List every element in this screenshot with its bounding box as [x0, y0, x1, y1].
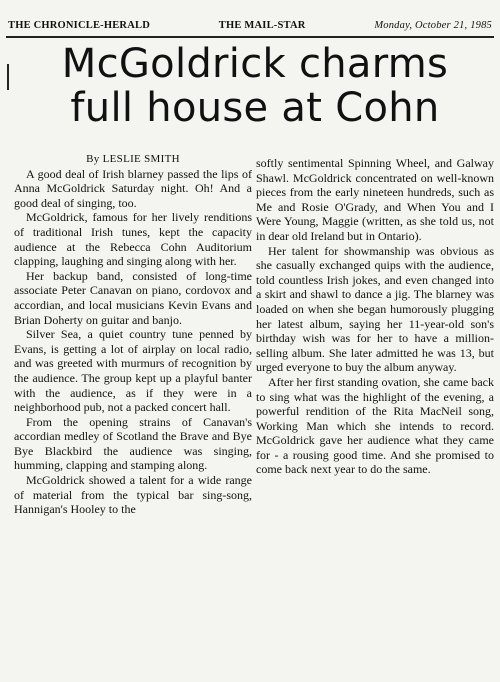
headline-line-1: McGoldrick charms: [61, 41, 449, 87]
byline: By LESLIE SMITH: [86, 153, 180, 165]
paragraph: Silver Sea, a quiet country tune penned by Evans, is getting a lot of airplay on local radio, and was greeted with murmurs of recognition by the audience. The group kept up a playful banter with the audience, as if they were in a neighborhood pub, not a packed concert hall.: [14, 327, 252, 415]
headline: [20, 42, 490, 130]
paragraph: McGoldrick showed a talent for a wide range of material from the typical bar sing-song, Hannigan's Hooley to the: [14, 473, 252, 517]
paragraph: Her talent for showmanship was obvious as she casually exchanged quips with the audience, told countless Irish jokes, and even changed into a skirt and shawl to dance a jig. The blarney was loaded on when she began humorously plugging her latest album, saying her 11-year-old son's birthday wish was for her to have a million-selling album. She later admitted he was 13, but urged everyone to buy the album anyway.: [256, 243, 494, 375]
paragraph: Her backup band, consisted of long-time associate Peter Canavan on piano, cordovox and accordian, and local musicians Kevin Evans and Brian Doherty on guitar and banjo.: [14, 268, 252, 327]
paragraph: softly sentimental Spinning Wheel, and Galway Shawl. McGoldrick concentrated on well-known pieces from the early nineteen hundreds, such as Me and Rosie O'Grady, and When You and I Were Young, Maggie (written, as she told us, not in dear old Ireland but in Ontario).: [256, 156, 494, 243]
masthead-paper-name: THE CHRONICLE-HERALD: [8, 20, 150, 31]
article-column-left: [14, 152, 252, 517]
article-column-right: [256, 156, 494, 477]
paragraph: After her first standing ovation, she came back to sing what was the highlight of the evening, a powerful rendition of the Rita MacNeil song, Working Man which she intends to record. McGoldrick gave her audience what they came for - a rousing good time. And she promised to come back next year to do the same.: [256, 374, 494, 477]
paragraph: A good deal of Irish blarney passed the lips of Anna McGoldrick Saturday night. Oh! And a good deal of singing, too.: [14, 166, 252, 210]
masthead-rule: [6, 36, 494, 38]
masthead-paper-name-2: THE MAIL-STAR: [218, 20, 306, 31]
paragraph: McGoldrick, famous for her lively renditions of traditional Irish tunes, kept the capacity audience at the Rebecca Cohn Auditorium clapping, laughing and singing along with her.: [14, 210, 252, 269]
paragraph: From the opening strains of Canavan's accordian medley of Scotland the Brave and Bye Bye Blackbird the audience was singing, humming, clapping and stamping along.: [14, 414, 252, 473]
masthead-date: Monday, October 21, 1985: [374, 20, 492, 31]
headline-line-2: full house at Cohn: [70, 85, 440, 131]
masthead: [8, 20, 492, 34]
margin-mark: [7, 64, 9, 90]
